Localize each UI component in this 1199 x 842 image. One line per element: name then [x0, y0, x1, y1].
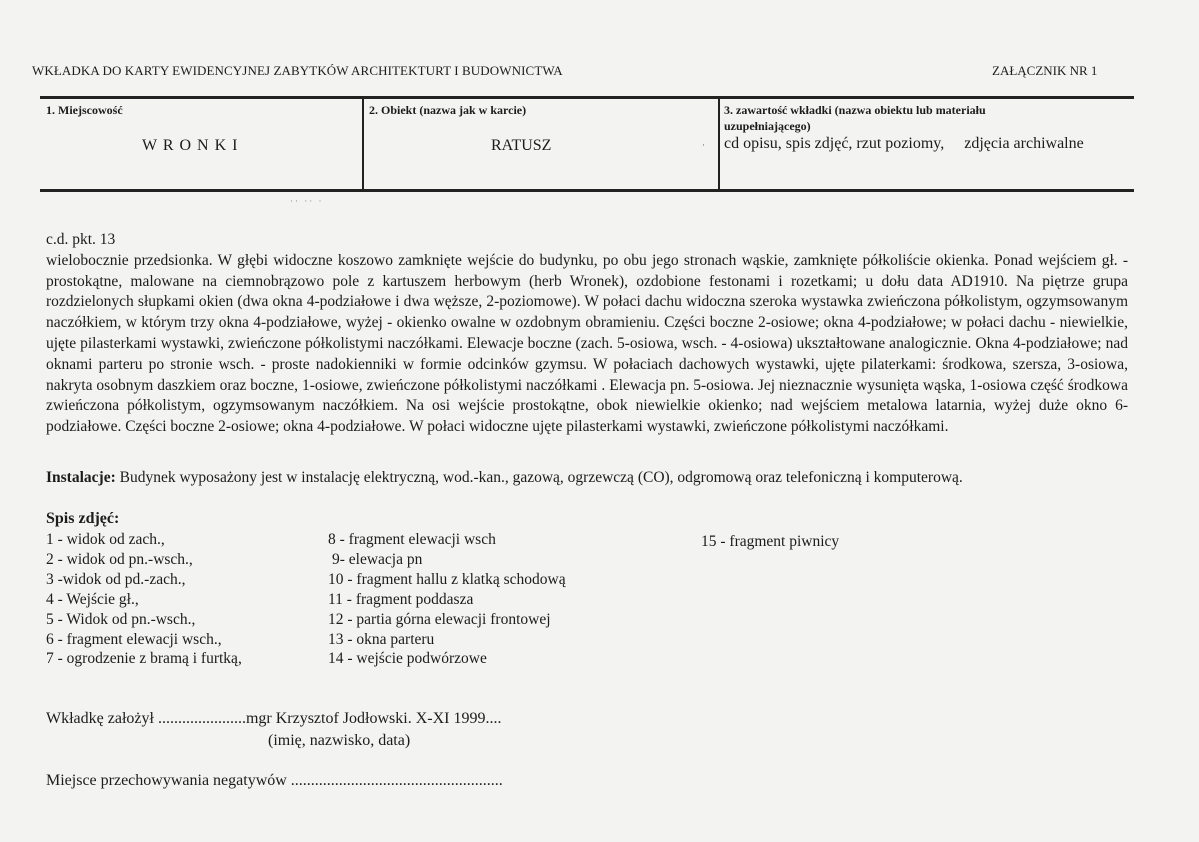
continuation-label: c.d. pkt. 13 — [46, 231, 116, 248]
negatives-storage-line: Miejsce przechowywania negatywów ..................................................... — [46, 772, 503, 789]
photo-item: 5 - Widok od pn.-wsch., — [46, 610, 196, 628]
photo-item: 10 - fragment hallu z klatką schodową — [328, 570, 566, 588]
photo-item: 4 - Wejście gł., — [46, 590, 139, 608]
photo-list-column-3 — [701, 532, 839, 552]
contents-value: cd opisu, spis zdjęć, rzut poziomy, zdjęcia archiwalne — [724, 135, 1084, 152]
photo-item: 9- elewacja pn — [332, 550, 423, 568]
photo-item: 1 - widok od zach., — [46, 531, 165, 548]
photo-item: 13 - okna parteru — [328, 630, 435, 648]
photo-item: 8 - fragment elewacji wsch — [328, 531, 496, 548]
photo-item: 15 - fragment piwnicy — [701, 533, 840, 550]
form-title: WKŁADKA DO KARTY EWIDENCYJNEJ ZABYTKÓW ARCHITEKTURT I BUDOWNICTWA — [32, 63, 563, 78]
photo-item: 14 - wejście podwórzowe — [328, 650, 487, 668]
object-value: RATUSZ — [491, 137, 552, 154]
photo-item: 3 -widok od pd.-zach., — [46, 570, 186, 588]
photo-item: 12 - partia górna elewacji frontowej — [328, 610, 551, 628]
installations-text: Budynek wyposażony jest w instalację elektryczną, wod.-kan., gazową, ogrzewczą (CO), odgromową oraz telefoniczną i komputerową. — [115, 469, 963, 486]
photo-list-title: Spis zdjęć: — [46, 510, 120, 527]
locality-label: 1. Miejscowość — [46, 103, 123, 117]
contents-label-line2: uzupełniającego) — [724, 119, 811, 133]
photo-item: 6 - fragment elewacji wsch., — [46, 630, 222, 648]
author-line: Wkładkę założył ......................mgr Krzysztof Jodłowski. X-XI 1999.... — [46, 710, 502, 727]
table-bottom-border — [40, 189, 1134, 192]
table-divider-2 — [718, 98, 720, 190]
photo-item: 7 - ogrodzenie z bramą i furtką, — [46, 650, 242, 668]
table-top-border — [40, 96, 1134, 99]
contents-label-line1: 3. zawartość wkładki (nazwa obiektu lub materiału — [724, 103, 986, 117]
photo-item: 11 - fragment poddasza — [328, 590, 474, 608]
scan-smudge: ·· ·· · — [290, 196, 324, 206]
photo-list-column-1 — [46, 530, 242, 669]
description-text: wielobocznie przedsionka. W głębi widoczne koszowo zamknięte wejście do budynku, po obu jego stronach wąskie, zamknięte półkoliście okienka. Ponad wejściem gł. - prostokątne, malowane na ciemnobrązowo pole z kartuszem herbowym (herb Wronek), ozdobione festonami i rozetkami; u dołu data AD1910. Na piętrze grupa rozdzielonych słupkami okien (dwa okna 4-podziałowe i dwa węższe, 2-poziomowe). W połaci dachu widoczna szeroka wystawka zwieńczona półkolistym, ogzymsowanym naczółkiem, w którym trzy okna 4-podziałowe, wyżej - okienko owalne w ozdobnym obramieniu. Części boczne 2-osiowe; okna 4-podziałowe; w połaci dachu - niewielkie, ujęte pilasterkami wystawki, zwieńczone półkolistymi naczółkami. Elewacje boczne (zach. 5-osiowa, wsch. - 4-osiowa) ukształtowane analogicznie. Okna 4-podziałowe; nad oknami parteru po stronie wsch. - proste nadokienniki w formie odcinków gzymsu. W połaciach dachowych wystawki, ujęte pilaterkami: środkowa, szersza, 3-osiowa, nakryta osobnym daszkiem oraz boczne, 1-osiowe, zwieńczone półkolistymi naczółkami . Elewacja pn. 5-osiowa. Jej nieznacznie wysunięta wąska, 1-osiowa część środkowa zwieńczona półkolistym, ogzymsowanym naczółkiem. Na osi wejście prostokątne, obok niewielkie okienko; nad wejściem metalowa latarnia, wyżej duże okno 6-podziałowe. Części boczne 2-osiowe; okna 4-podziałowe. W połaci widoczne ujęte pilasterkami wystawki, zwieńczone półkolistymi naczółkami. — [46, 251, 1128, 436]
installations-line — [46, 469, 1146, 487]
attachment-number: ZAŁĄCZNIK NR 1 — [992, 63, 1098, 78]
scan-speck: · — [702, 140, 705, 150]
photo-item: 2 - widok od pn.-wsch., — [46, 550, 193, 568]
locality-value: W R O N K I — [142, 137, 239, 154]
photo-list-column-2 — [328, 530, 566, 669]
installations-label: Instalacje: — [46, 469, 116, 486]
description-block — [46, 230, 1128, 438]
author-hint: (imię, nazwisko, data) — [268, 732, 411, 749]
table-divider-1 — [362, 98, 364, 190]
object-label: 2. Obiekt (nazwa jak w karcie) — [369, 103, 527, 117]
